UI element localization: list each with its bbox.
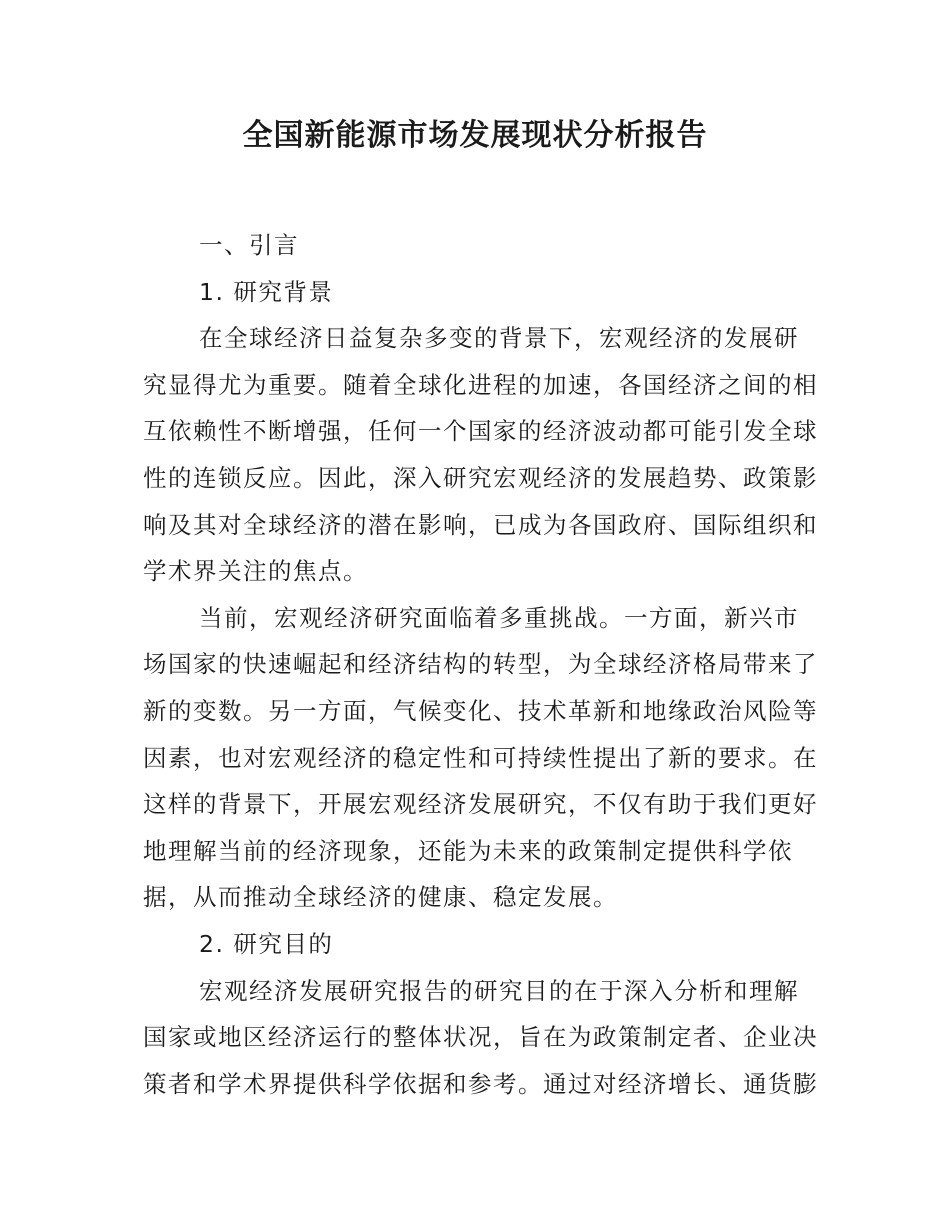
paragraph-line: 宏观经济发展研究报告的研究目的在于深入分析和理解 — [199, 976, 799, 1005]
paragraph-line: 互依赖性不断增强，任何一个国家的经济波动都可能引发全球 — [143, 417, 818, 446]
document-title: 全国新能源市场发展现状分析报告 — [242, 118, 708, 153]
paragraph-line: 因素，也对宏观经济的稳定性和可持续性提出了新的要求。在 — [143, 743, 818, 772]
paragraph-line: 当前，宏观经济研究面临着多重挑战。一方面，新兴市 — [199, 603, 799, 632]
subsection-heading-purpose: 2. 研究目的 — [199, 929, 334, 958]
paragraph-line: 响及其对全球经济的潜在影响，已成为各国政府、国际组织和 — [143, 510, 818, 539]
paragraph-line: 场国家的快速崛起和经济结构的转型，为全球经济格局带来了 — [143, 650, 818, 679]
paragraph-line: 性的连锁反应。因此，深入研究宏观经济的发展趋势、政策影 — [143, 463, 818, 492]
paragraph-line: 据，从而推动全球经济的健康、稳定发展。 — [143, 883, 618, 912]
section-heading-introduction: 一、引言 — [199, 231, 299, 259]
paragraph-line: 国家或地区经济运行的整体状况，旨在为政策制定者、企业决 — [143, 1023, 818, 1052]
paragraph-line: 新的变数。另一方面，气候变化、技术革新和地缘政治风险等 — [143, 696, 818, 725]
paragraph-line: 策者和学术界提供科学依据和参考。通过对经济增长、通货膨 — [143, 1069, 818, 1098]
subsection-heading-background: 1. 研究背景 — [199, 277, 334, 306]
paragraph-line: 在全球经济日益复杂多变的背景下，宏观经济的发展研 — [199, 324, 799, 353]
paragraph-line: 这样的背景下，开展宏观经济发展研究，不仅有助于我们更好 — [143, 790, 818, 819]
paragraph-line: 地理解当前的经济现象，还能为未来的政策制定提供科学依 — [143, 836, 793, 865]
document-body — [143, 222, 818, 1107]
paragraph-line: 学术界关注的焦点。 — [143, 557, 368, 586]
paragraph-line: 究显得尤为重要。随着全球化进程的加速，各国经济之间的相 — [143, 370, 818, 399]
